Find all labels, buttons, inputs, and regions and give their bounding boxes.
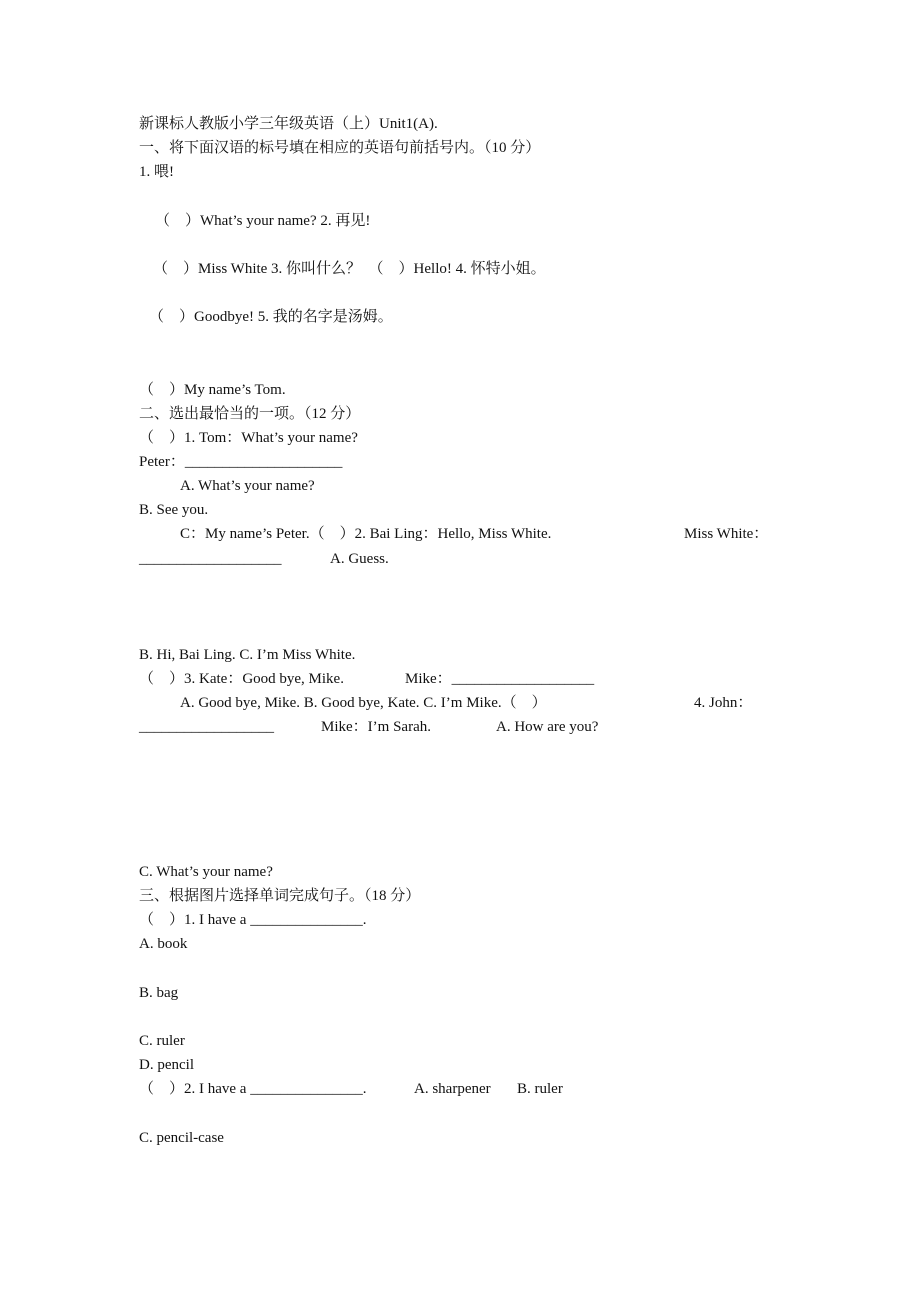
option-line: A. What’s your name? (180, 478, 315, 494)
section1-line: （ ）Miss White 3. 你叫什么？ （ ）Hello! 4. 怀特小姐。 (153, 261, 546, 277)
answer-line: Peter：_____________________ (139, 454, 343, 470)
answer-line: Mike：I’m Sarah. (321, 719, 431, 735)
answer-line: Mike：___________________ (405, 671, 595, 687)
option-line: A. Guess. (330, 551, 389, 567)
option-line: A. sharpener (414, 1081, 491, 1097)
option-line: A. How are you? (496, 719, 599, 735)
option-line: A. book (139, 936, 188, 952)
option-line: B. Hi, Bai Ling. C. I’m Miss White. (139, 647, 356, 663)
section1-heading: 一、将下面汉语的标号填在相应的英语句前括号内。（10 分） (139, 140, 541, 156)
answer-blank: ___________________ (139, 551, 282, 567)
section1-line: （ ）What’s your name? 2. 再见! (155, 213, 371, 229)
answer-blank: __________________ (139, 719, 274, 735)
section1-line: （ ）Goodbye! 5. 我的名字是汤姆。 (149, 309, 393, 325)
option-line: C：My name’s Peter.（ ）2. Bai Ling：Hello, Miss White. (180, 526, 552, 542)
option-line: C. ruler (139, 1033, 185, 1049)
option-line: A. Good bye, Mike. B. Good bye, Kate. C. I’m Mike.（ ） (180, 695, 547, 711)
section1-line: （ ）My name’s Tom. (139, 382, 286, 398)
question-line: （ ）3. Kate：Good bye, Mike. (139, 671, 344, 687)
question-line: （ ）1. Tom：What’s your name? (139, 430, 358, 446)
section3-heading: 三、根据图片选择单词完成句子。（18 分） (139, 888, 421, 904)
question-line: （ ）2. I have a _______________. (139, 1081, 367, 1097)
section2-heading: 二、选出最恰当的一项。（12 分） (139, 406, 361, 422)
question-line: （ ）1. I have a _______________. (139, 912, 367, 928)
document-title: 新课标人教版小学三年级英语（上）Unit1(A). (139, 116, 438, 132)
option-line: B. ruler (517, 1081, 563, 1097)
option-line: B. bag (139, 985, 179, 1001)
speaker-label: Miss White： (684, 526, 769, 542)
section1-line: 1. 喂! (139, 164, 174, 180)
option-line: D. pencil (139, 1057, 194, 1073)
question-line: 4. John： (694, 695, 753, 711)
option-line: B. See you. (139, 502, 209, 518)
option-line: C. pencil-case (139, 1130, 224, 1146)
option-line: C. What’s your name? (139, 864, 273, 880)
